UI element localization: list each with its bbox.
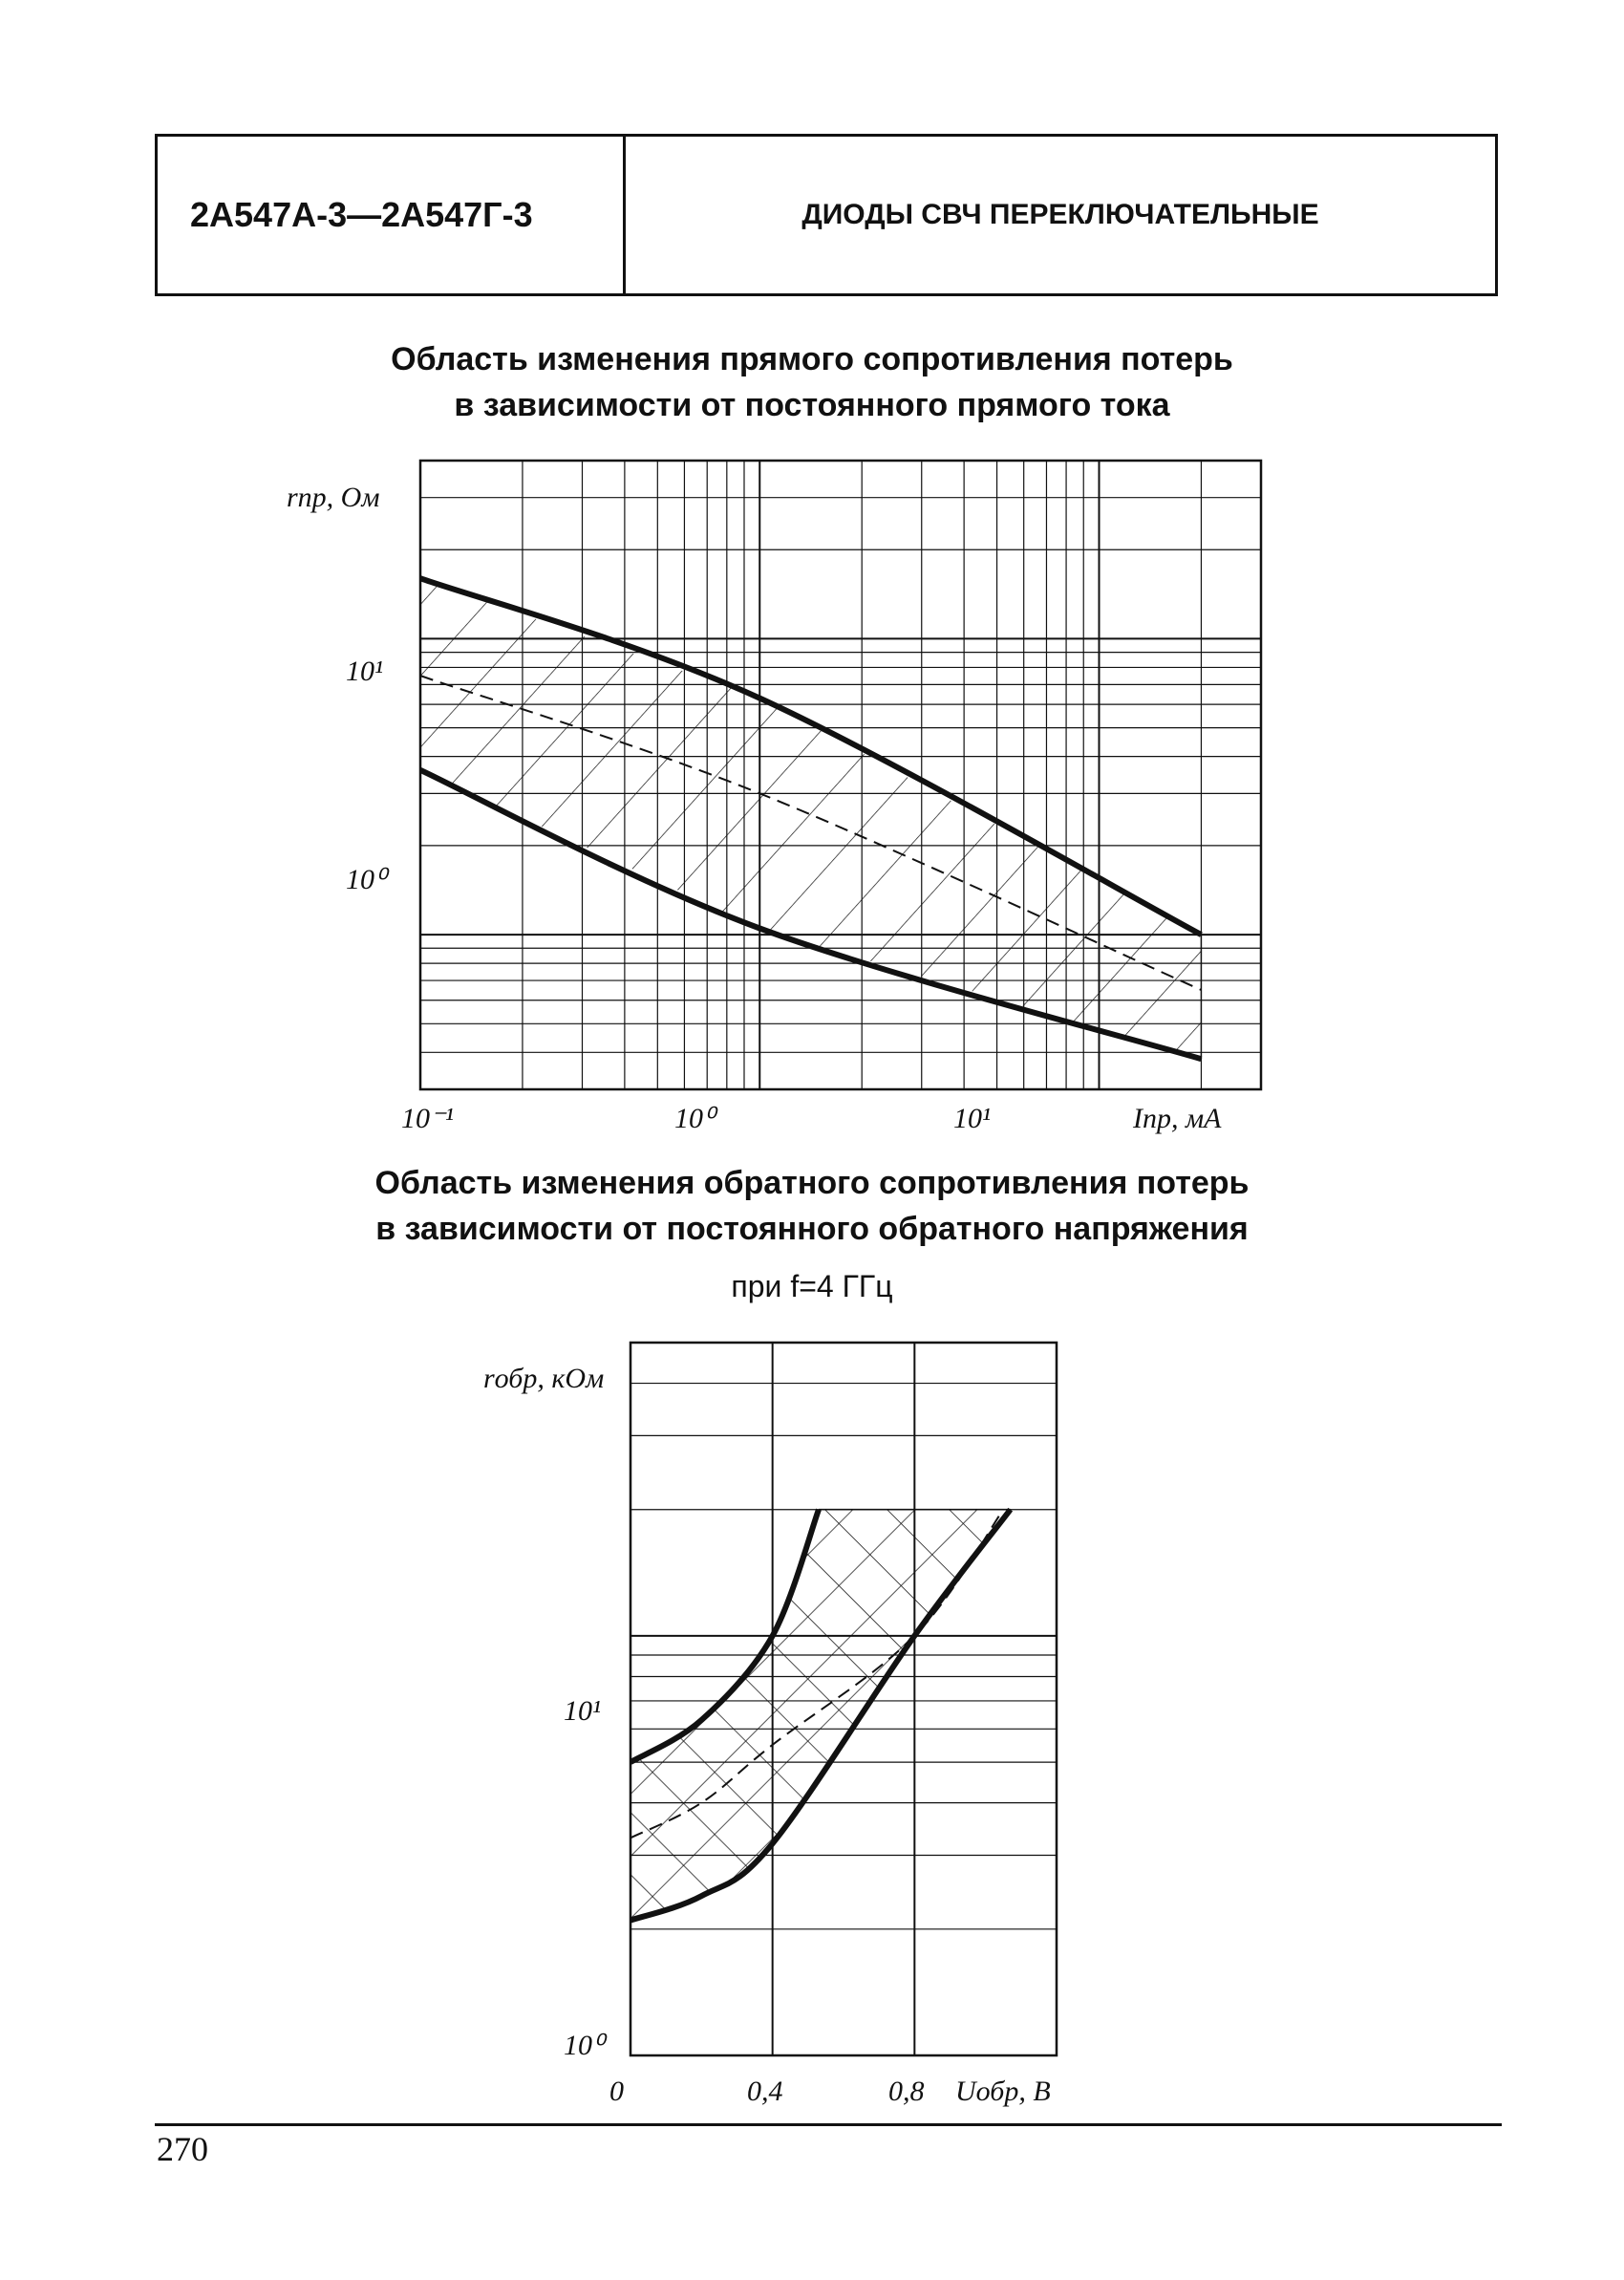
chart1-xlabel: Iпр, мА	[1133, 1103, 1222, 1134]
chart1-caption-line2: в зависимости от постоянного прямого тока	[454, 387, 1170, 423]
chart1-xtick-label: 10⁰	[674, 1103, 716, 1134]
chart1-xtick-label: 10¹	[953, 1103, 991, 1134]
chart2-xtick-label: 0	[609, 2076, 624, 2107]
chart2-xtick-label: 0,4	[747, 2076, 783, 2107]
chart2-hatched-region	[630, 1510, 1011, 1921]
chart2-caption-line1: Область изменения обратного сопротивления потерь	[374, 1165, 1250, 1201]
chart2-condition: при f=4 ГГц	[731, 1269, 893, 1303]
chart2-caption-line2: в зависимости от постоянного обратного напряжения	[375, 1211, 1249, 1247]
chart1-ytick-label: 10⁰	[346, 864, 387, 895]
page-number: 270	[157, 2130, 208, 2168]
chart2-ytick-label: 10¹	[564, 1695, 601, 1727]
chart1-ytick-label: 10¹	[346, 656, 383, 687]
chart1-ylabel: rпр, Ом	[287, 482, 380, 513]
chart2-xtick-label: 0,8	[888, 2076, 925, 2107]
chart1-caption-line1: Область изменения прямого сопротивления потерь	[391, 341, 1233, 377]
chart2-xlabel: Uобр, В	[955, 2076, 1051, 2107]
chart1-xtick-label: 10⁻¹	[401, 1103, 454, 1134]
part-range-title: 2А547А-3—2А547Г-3	[158, 137, 626, 293]
chart2-region	[630, 1510, 1011, 1921]
chart2-ytick-label: 10⁰	[564, 2030, 605, 2061]
chart2-ylabel: rобр, кОм	[483, 1363, 605, 1394]
footer-rule	[155, 2123, 1502, 2126]
category-title: ДИОДЫ СВЧ ПЕРЕКЛЮЧАТЕЛЬНЫЕ	[801, 199, 1319, 230]
